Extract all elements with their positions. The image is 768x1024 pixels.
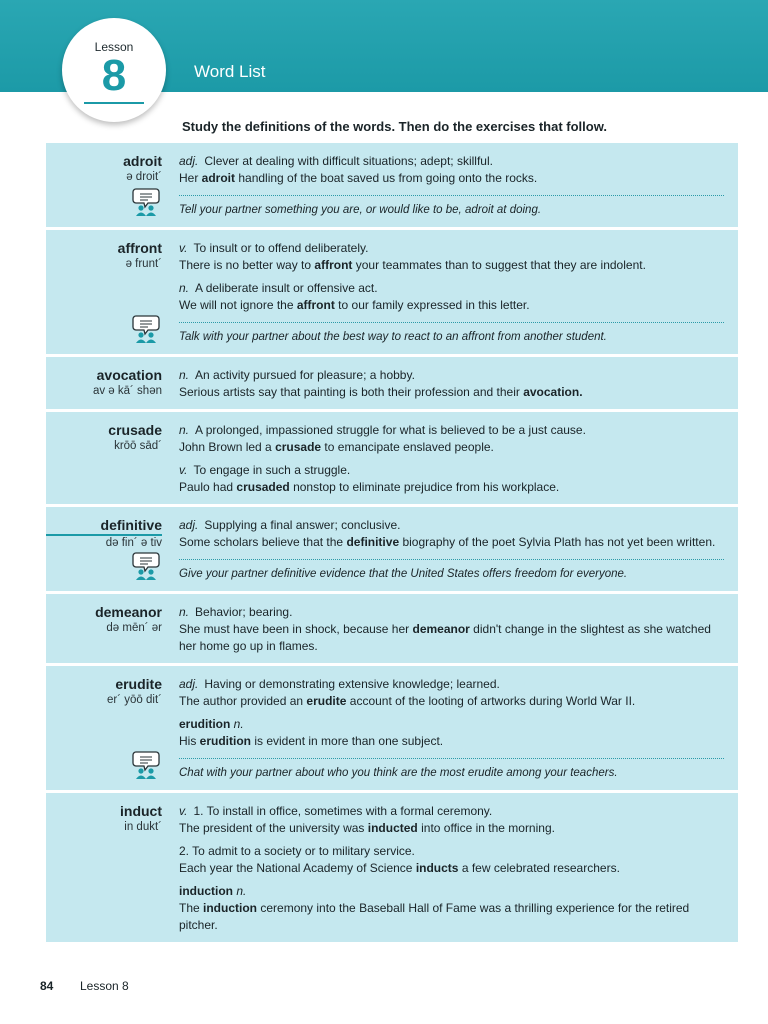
sentence-text: There is no better way to bbox=[179, 258, 315, 272]
sentence-text: into office in the morning. bbox=[417, 821, 555, 835]
headword-column bbox=[46, 803, 162, 835]
partner-prompt: Give your partner definitive evidence that the United States offers freedom for everyone. bbox=[179, 568, 628, 580]
partner-talk-icon bbox=[132, 750, 160, 780]
sentence-text: handling of the boat saved us from going onto the rocks. bbox=[235, 171, 538, 185]
partner-talk-icon bbox=[132, 187, 160, 217]
headword: definitive bbox=[46, 517, 162, 536]
headword-column bbox=[46, 517, 162, 551]
headword: avocation bbox=[96, 367, 162, 383]
definition-text: To insult or to offend deliberately. bbox=[193, 241, 369, 255]
pronunciation: av ə kā´ shən bbox=[92, 385, 162, 397]
sentence-text: nonstop to eliminate prejudice from his workplace. bbox=[289, 480, 560, 494]
partner-talk-icon bbox=[132, 314, 160, 344]
pronunciation: də fin´ ə tiv bbox=[105, 537, 162, 549]
example-sentence bbox=[179, 170, 724, 187]
headword-column bbox=[46, 676, 162, 708]
sentence-text: Some scholars believe that the bbox=[179, 535, 347, 549]
dotted-divider bbox=[179, 758, 724, 759]
example-sentence bbox=[179, 621, 724, 655]
sentence-text: ceremony into the Baseball Hall of Fame was a thrilling experience for the retired pitcher. bbox=[179, 901, 690, 932]
sentence-text: to emancipate enslaved people. bbox=[321, 440, 494, 454]
derived-form bbox=[179, 716, 724, 733]
lesson-underline bbox=[84, 102, 144, 104]
part-of-speech: n. bbox=[233, 717, 244, 731]
derived-word: induction bbox=[179, 884, 233, 898]
definition-line bbox=[179, 517, 724, 534]
example-sentence bbox=[179, 297, 724, 314]
vocab-word: induction bbox=[203, 901, 258, 915]
sentence-text: to our family expressed in this letter. bbox=[334, 298, 530, 312]
part-of-speech: adj. bbox=[179, 518, 199, 532]
vocab-word: avocation. bbox=[523, 385, 583, 399]
definition-body bbox=[179, 422, 724, 496]
example-sentence bbox=[179, 860, 724, 877]
definition-line bbox=[179, 462, 724, 479]
part-of-speech: v. bbox=[179, 463, 188, 477]
partner-talk-icon bbox=[132, 551, 160, 581]
vocab-word: definitive bbox=[346, 535, 400, 549]
pronunciation: er´ yōō dit´ bbox=[107, 694, 162, 706]
definition-text: A prolonged, impassioned struggle for what is believed to be a just cause. bbox=[195, 423, 586, 437]
sentence-text: Paulo had bbox=[179, 480, 237, 494]
part-of-speech: v. bbox=[179, 804, 188, 818]
vocab-word: inducts bbox=[415, 861, 459, 875]
derived-word: erudition bbox=[179, 717, 231, 731]
word-entry bbox=[46, 666, 738, 790]
definition-body bbox=[179, 676, 724, 782]
page-number: 84 bbox=[40, 979, 54, 993]
definition-line bbox=[179, 240, 724, 257]
example-sentence bbox=[179, 439, 724, 456]
definition-body bbox=[179, 240, 724, 346]
example-sentence bbox=[179, 843, 724, 860]
dotted-divider bbox=[179, 322, 724, 323]
headword-column bbox=[46, 240, 162, 272]
definition-text: An activity pursued for pleasure; a hobby. bbox=[195, 368, 415, 382]
definition-line bbox=[179, 803, 724, 820]
definition-body bbox=[179, 803, 724, 934]
word-entry bbox=[46, 594, 738, 663]
headword-column bbox=[46, 367, 162, 399]
sentence-text: account of the looting of artworks during World War II. bbox=[346, 694, 636, 708]
partner-prompt: Talk with your partner about the best way to react to an affront from another student. bbox=[179, 331, 607, 343]
definition-body bbox=[179, 367, 724, 401]
sentence-text: biography of the poet Sylvia Plath has not yet been written. bbox=[399, 535, 716, 549]
example-sentence bbox=[179, 384, 724, 401]
word-list bbox=[46, 143, 738, 945]
headword-column bbox=[46, 422, 162, 454]
definition-line bbox=[179, 422, 724, 439]
sentence-text: Her bbox=[179, 171, 202, 185]
example-sentence bbox=[179, 900, 724, 934]
vocab-word: adroit bbox=[201, 171, 236, 185]
headword: erudite bbox=[115, 676, 162, 692]
part-of-speech: n. bbox=[179, 423, 190, 437]
part-of-speech: n. bbox=[236, 884, 247, 898]
definition-text: To engage in such a struggle. bbox=[193, 463, 351, 477]
dotted-divider bbox=[179, 559, 724, 560]
headword-column bbox=[46, 153, 162, 185]
pronunciation: ə droit´ bbox=[126, 171, 162, 183]
part-of-speech: adj. bbox=[179, 677, 199, 691]
part-of-speech: n. bbox=[179, 605, 190, 619]
vocab-word: crusade bbox=[275, 440, 322, 454]
page-title: Word List bbox=[194, 62, 266, 81]
dotted-divider bbox=[179, 195, 724, 196]
pronunciation: də mēn´ ər bbox=[106, 622, 162, 634]
definition-body bbox=[179, 604, 724, 655]
sentence-text: His bbox=[179, 734, 200, 748]
vocab-word: crusaded bbox=[236, 480, 290, 494]
sentence-text: John Brown led a bbox=[179, 440, 276, 454]
sentence-text: a few celebrated researchers. bbox=[458, 861, 620, 875]
definition-line bbox=[179, 367, 724, 384]
sentence-text: The bbox=[179, 901, 204, 915]
pronunciation: ə frunt´ bbox=[125, 258, 162, 270]
pronunciation: krōō sād´ bbox=[114, 440, 162, 452]
sentence-text: The author provided an bbox=[179, 694, 307, 708]
vocab-word: inducted bbox=[367, 821, 418, 835]
definition-text: Behavior; bearing. bbox=[195, 605, 293, 619]
definition-line bbox=[179, 153, 724, 170]
vocab-word: affront bbox=[296, 298, 335, 312]
definition-body bbox=[179, 517, 724, 583]
headword: crusade bbox=[108, 422, 162, 438]
word-entry bbox=[46, 143, 738, 227]
derived-form bbox=[179, 883, 724, 900]
part-of-speech: v. bbox=[179, 241, 188, 255]
sentence-text: We will not ignore the bbox=[179, 298, 297, 312]
lesson-number: 8 bbox=[101, 51, 127, 100]
example-sentence bbox=[179, 693, 724, 710]
sentence-text: She must have been in shock, because her bbox=[179, 622, 413, 636]
headword: affront bbox=[117, 240, 162, 256]
example-sentence bbox=[179, 820, 724, 837]
word-entry bbox=[46, 412, 738, 504]
example-sentence bbox=[179, 534, 724, 551]
definition-text: Having or demonstrating extensive knowledge; learned. bbox=[204, 677, 500, 691]
vocab-word: erudite bbox=[306, 694, 347, 708]
headword: demeanor bbox=[95, 604, 162, 620]
headword: induct bbox=[120, 803, 162, 819]
sentence-text: Each year the National Academy of Science bbox=[179, 861, 416, 875]
part-of-speech: n. bbox=[179, 281, 190, 295]
part-of-speech: adj. bbox=[179, 154, 199, 168]
pronunciation: in dukt´ bbox=[124, 821, 162, 833]
lesson-label: Lesson bbox=[94, 40, 134, 54]
definition-body bbox=[179, 153, 724, 219]
word-entry bbox=[46, 230, 738, 354]
definition-line bbox=[179, 676, 724, 693]
part-of-speech: n. bbox=[179, 368, 190, 382]
partner-prompt: Tell your partner something you are, or would like to be, adroit at doing. bbox=[179, 204, 542, 216]
word-entry bbox=[46, 357, 738, 409]
word-entry bbox=[46, 507, 738, 591]
vocab-word: affront bbox=[314, 258, 353, 272]
headword-column bbox=[46, 604, 162, 636]
example-sentence bbox=[179, 479, 724, 496]
headword: adroit bbox=[123, 153, 162, 169]
partner-prompt: Chat with your partner about who you think are the most erudite among your teachers. bbox=[179, 767, 618, 779]
instructions: Study the definitions of the words. Then do the exercises that follow. bbox=[182, 119, 607, 134]
footer-lesson: Lesson 8 bbox=[80, 979, 129, 993]
definition-line bbox=[179, 280, 724, 297]
example-sentence bbox=[179, 257, 724, 274]
definition-line bbox=[179, 604, 724, 621]
definition-text: Supplying a final answer; conclusive. bbox=[204, 518, 401, 532]
word-entry bbox=[46, 793, 738, 942]
lesson-badge bbox=[62, 18, 166, 122]
vocab-word: erudition bbox=[199, 734, 251, 748]
sentence-text: The president of the university was bbox=[179, 821, 368, 835]
sentence-text: Serious artists say that painting is both their profession and their bbox=[179, 385, 524, 399]
sentence-text: your teammates than to suggest that they are indolent. bbox=[352, 258, 646, 272]
example-sentence bbox=[179, 733, 724, 750]
sentence-text: didn't change in the slightest as she watched her home go up in flames. bbox=[179, 622, 711, 653]
definition-text: 2. To admit to a society or to military service. bbox=[179, 844, 415, 858]
definition-text: 1. To install in office, sometimes with a formal ceremony. bbox=[193, 804, 493, 818]
definition-text: A deliberate insult or offensive act. bbox=[195, 281, 378, 295]
vocab-word: demeanor bbox=[412, 622, 470, 636]
definition-text: Clever at dealing with difficult situations; adept; skillful. bbox=[204, 154, 493, 168]
sentence-text: is evident in more than one subject. bbox=[251, 734, 444, 748]
